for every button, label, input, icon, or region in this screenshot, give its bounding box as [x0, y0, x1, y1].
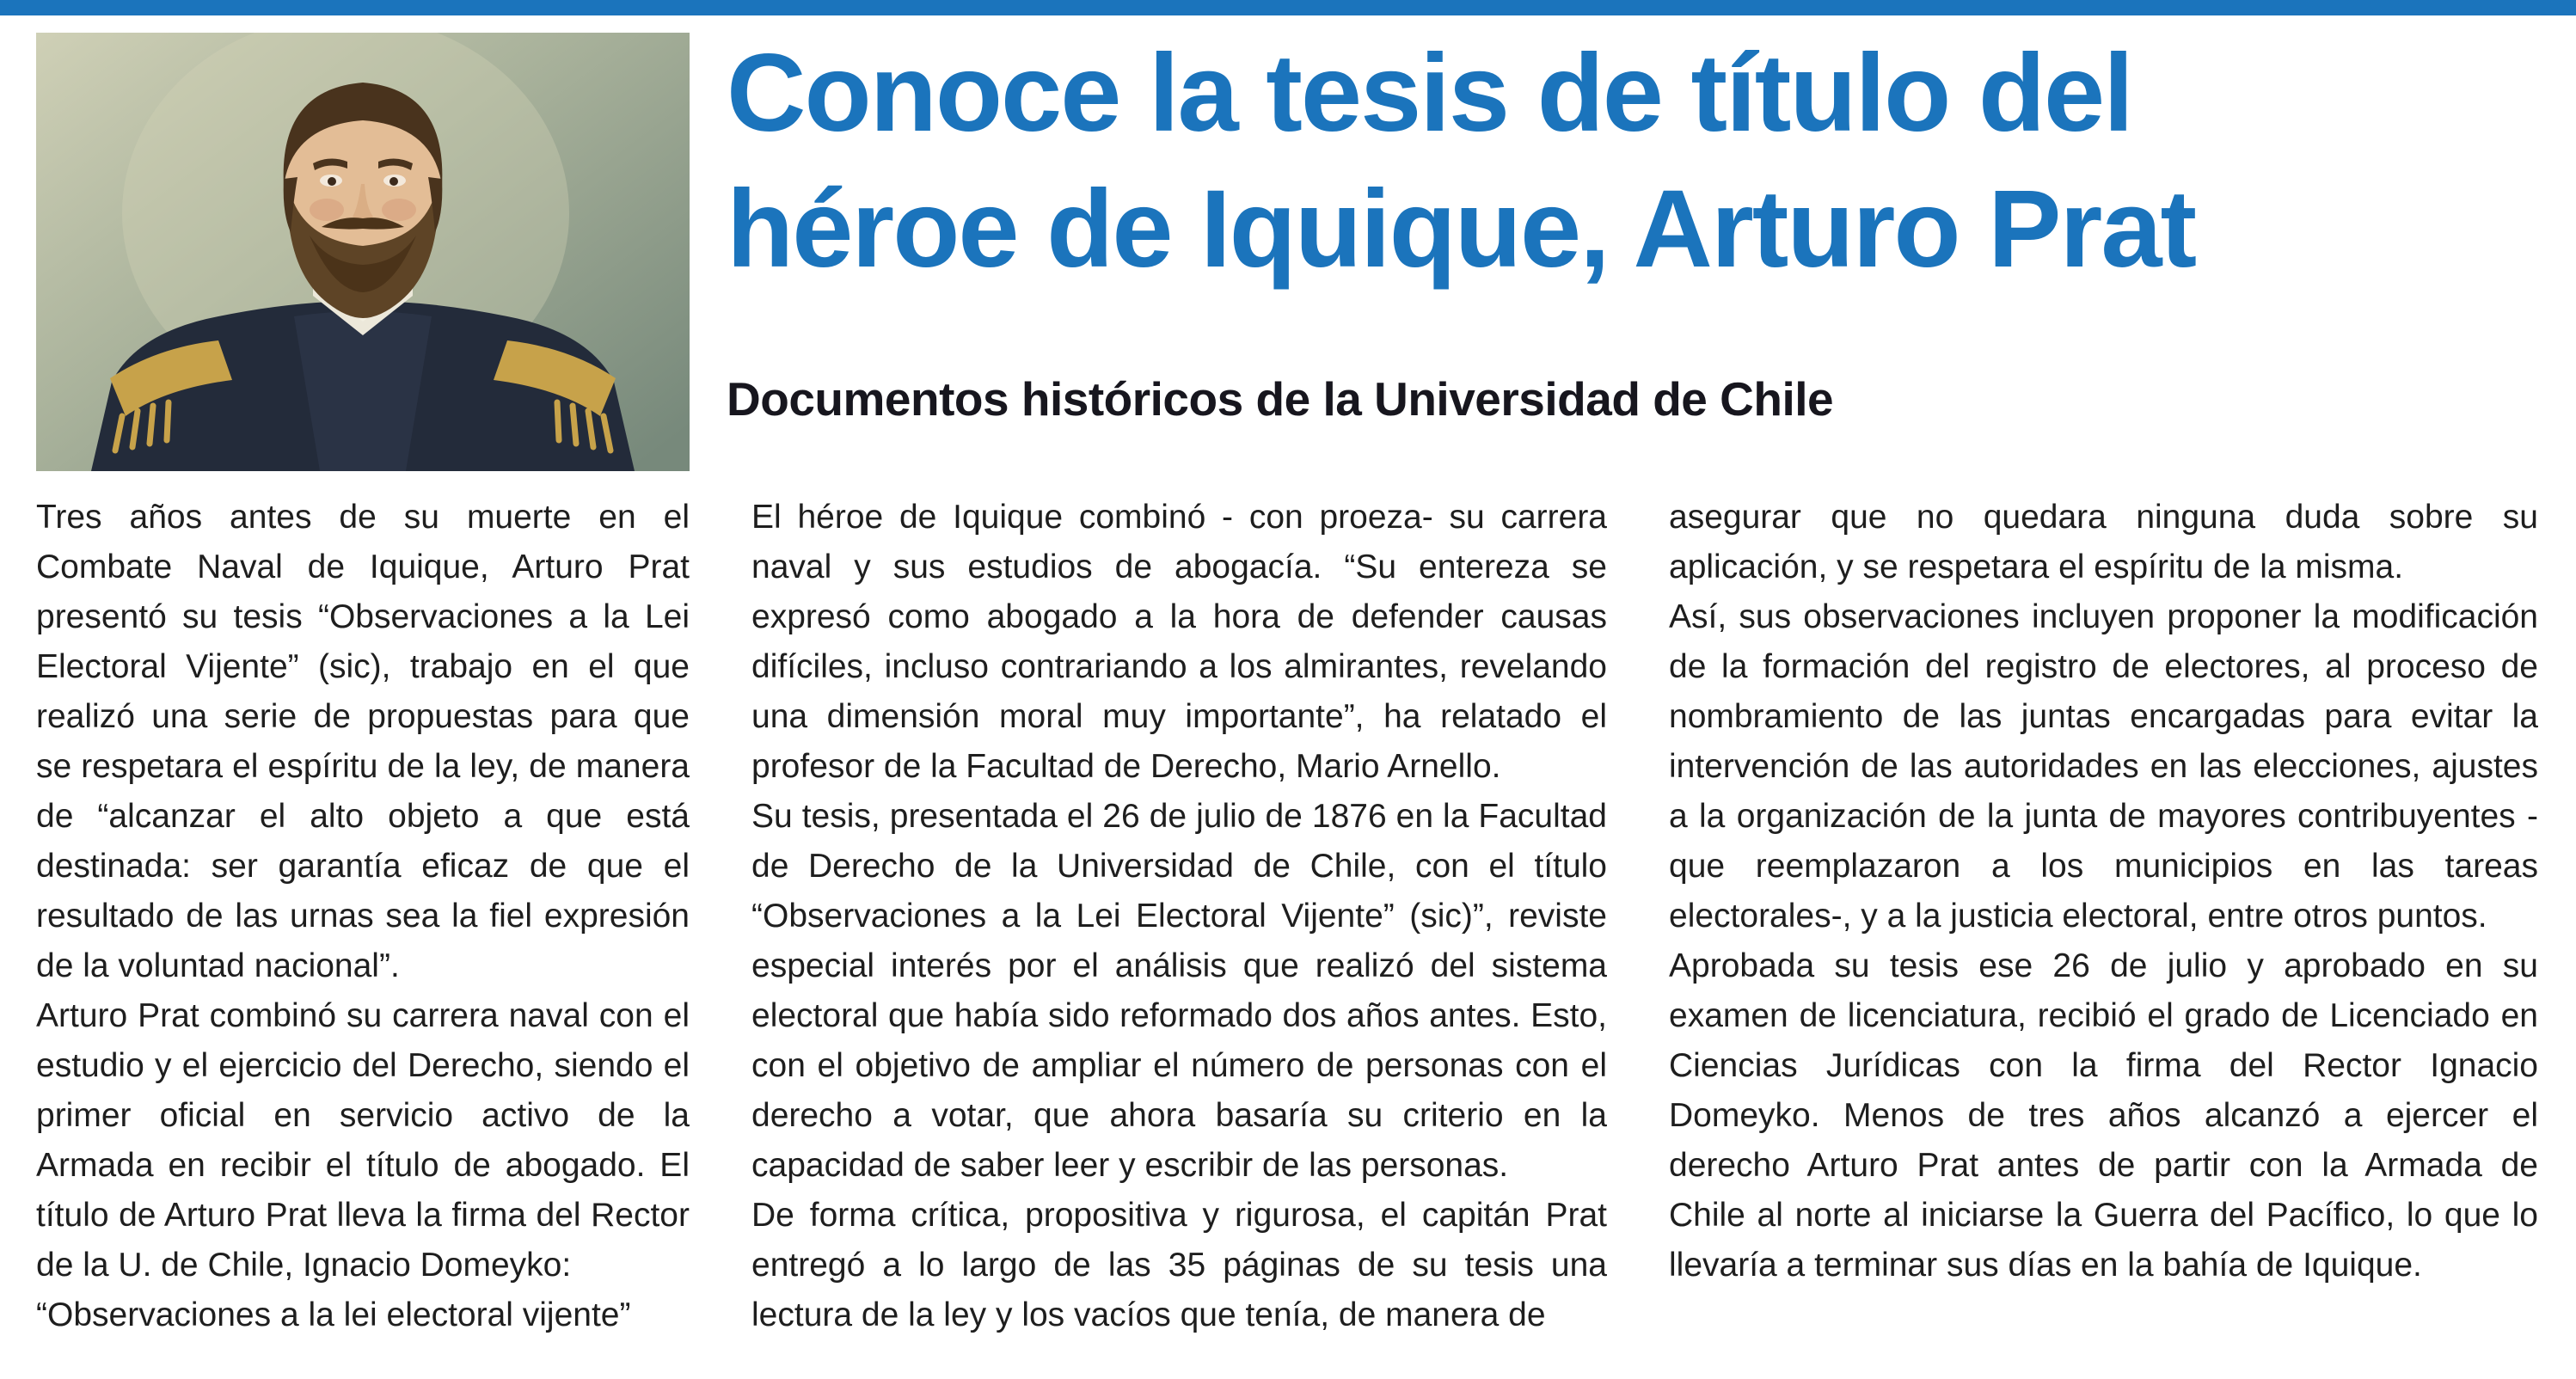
article-subtitle: Documentos históricos de la Universidad de Chile — [727, 372, 1834, 426]
paragraph: Tres años antes de su muerte en el Combate Naval de Iquique, Arturo Prat presentó su tesis “Observaciones a la Lei Electoral Vijente” (sic), trabajo en el que realizó una serie de propuestas para que se respetara el espíritu de la ley, de manera de “alcanzar el alto objeto a que está destinada: ser garantía eficaz de que el resultado de las urnas sea la fiel expresión de la voluntad nacional”. — [36, 499, 690, 984]
article-title-line2: héroe de Iquique, Arturo Prat — [727, 168, 2196, 291]
paragraph: Su tesis, presentada el 26 de julio de 1876 en la Facultad de Derecho de la Universidad de Chile, con el título “Observaciones a la Lei Electoral Vijente” (sic)”, reviste especial interés por el análisis que realizó del sistema electoral que había sido reformado dos años antes. Esto, con el objetivo de ampliar el número de personas con el derecho a votar, que ahora basaría su criterio en la capacidad de saber leer y escribir de las personas. — [751, 798, 1607, 1184]
article-column-2 — [751, 493, 1607, 1340]
portrait-painting-icon — [36, 33, 690, 471]
portrait-arturo-prat — [36, 33, 690, 471]
quote-line: “Observaciones a la lei electoral vijente” — [36, 1296, 631, 1333]
article-title-line1: Conoce la tesis de título del — [727, 32, 2132, 155]
paragraph: Así, sus observaciones incluyen proponer la modificación de la formación del registro de electores, al proceso de nombramiento de las juntas encargadas para evitar la intervención de las autoridades en las elecciones, ajustes a la organización de la junta de mayores contribuyentes -que reemplazaron a los municipios en las tareas electorales-, y a la justicia electoral, entre otros puntos. — [1669, 598, 2538, 935]
paragraph: Arturo Prat combinó su carrera naval con el estudio y el ejercicio del Derecho, siendo el primer oficial en servicio activo de la Armada en recibir el título de abogado. El título de Arturo Prat lleva la firma del Rector de la U. de Chile, Ignacio Domeyko: — [36, 997, 690, 1284]
paragraph: De forma crítica, propositiva y rigurosa, el capitán Prat entregó a lo largo de las 35 páginas de su tesis una lectura de la ley y los vacíos que tenía, de manera de — [751, 1197, 1607, 1333]
paragraph: Aprobada su tesis ese 26 de julio y aprobado en su examen de licenciatura, recibió el grado de Licenciado en Ciencias Jurídicas con la firma del Rector Ignacio Domeyko. Menos de tres años alcanzó a ejercer el derecho Arturo Prat antes de partir con la Armada de Chile al norte al iniciarse la Guerra del Pacífico, lo que lo llevaría a terminar sus días en la bahía de Iquique. — [1669, 947, 2538, 1284]
paragraph: asegurar que no quedara ninguna duda sobre su aplicación, y se respetara el espíritu de la misma. — [1669, 499, 2538, 585]
article-column-1 — [36, 493, 690, 1340]
top-accent-bar — [0, 0, 2576, 15]
article-body — [36, 493, 2538, 1340]
article-title — [727, 26, 2549, 297]
article-column-3 — [1669, 493, 2538, 1340]
paragraph: El héroe de Iquique combinó - con proeza- su carrera naval y sus estudios de abogacía. “Su entereza se expresó como abogado a la hora de defender causas difíciles, incluso contrariando a los almirantes, revelando una dimensión moral muy importante”, ha relatado el profesor de la Facultad de Derecho, Mario Arnello. — [751, 499, 1607, 785]
